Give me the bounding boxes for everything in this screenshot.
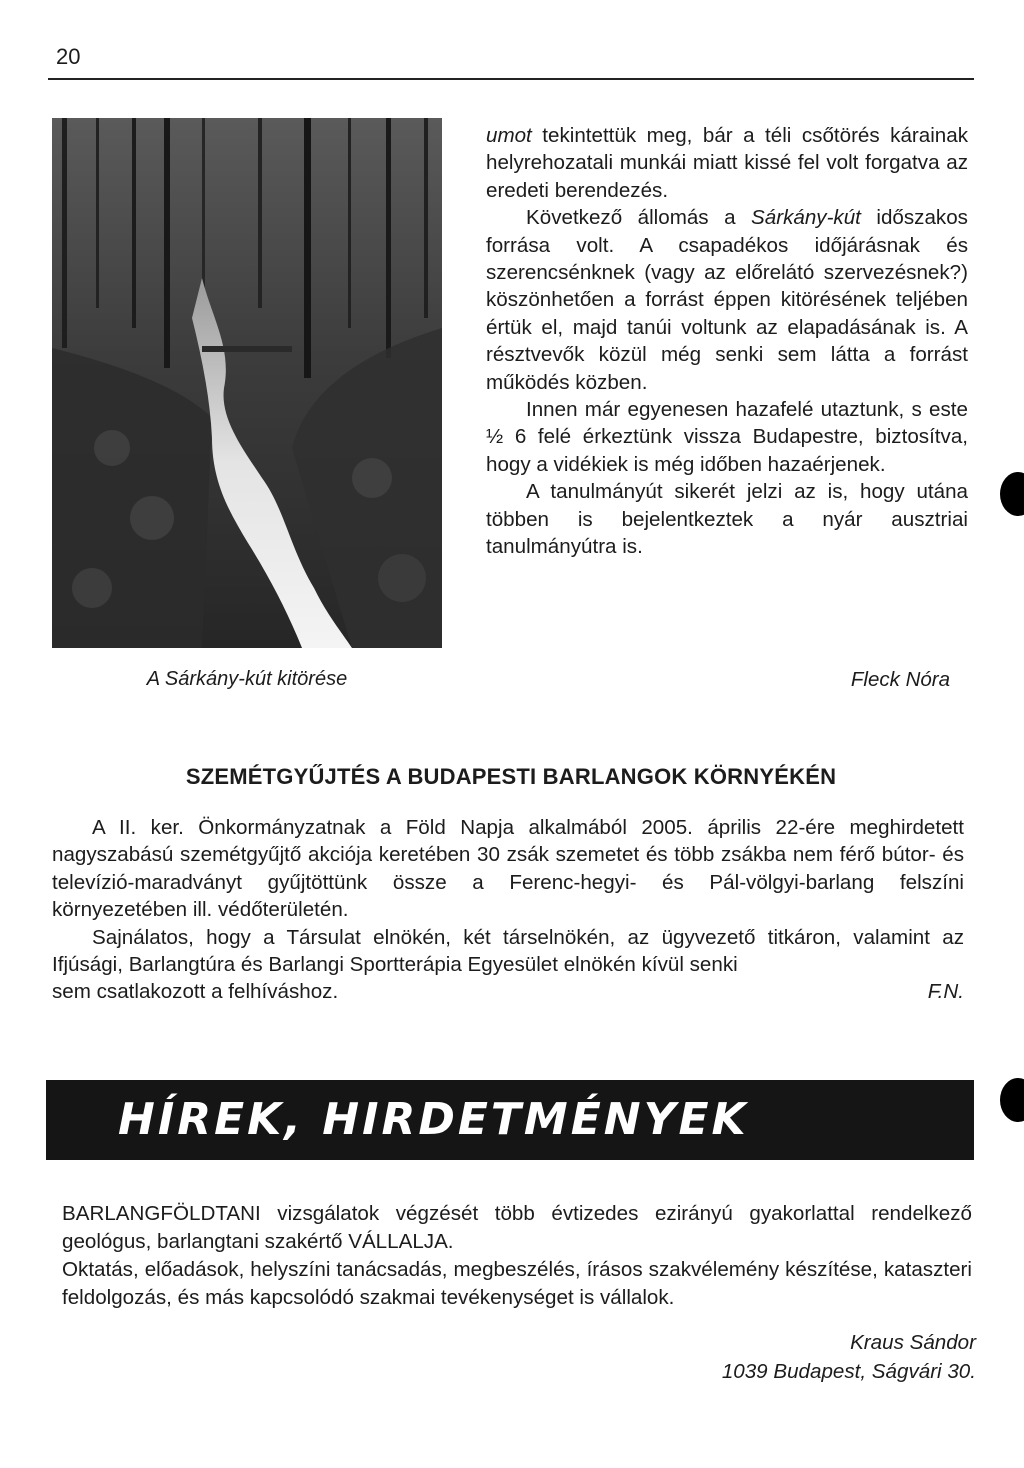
text-run: Következő állomás a bbox=[526, 206, 752, 230]
section-body bbox=[52, 814, 964, 1006]
header-rule bbox=[48, 78, 974, 80]
ad-name: Kraus Sándor bbox=[850, 1331, 976, 1354]
section-title: SZEMÉTGYŰJTÉS A BUDAPESTI BARLANGOK KÖRNYÉKÉN bbox=[185, 764, 837, 789]
section-paragraph: A II. ker. Önkormányzatnak a Föld Napja alkalmából 2005. április 22-ére meghirdetett nagyszabású szemétgyűjtő akciója keretében 30 zsák szemetet és több zsákba nem férő bútor- és televízió-maradványt gyűjtöttünk össze a Ferenc-hegyi- és Pál-völgyi-barlang felszíni környezetében ill. védőterületén. bbox=[52, 816, 964, 922]
ad-paragraph: Oktatás, előadások, helyszíni tanácsadás, megbeszélés, írásos szakvélemény készítése, kataszteri feldolgozás, és más kapcsolódó szakmai tevékenységet is vállalok. bbox=[62, 1258, 972, 1309]
news-banner-title: HÍREK, HIRDETMÉNYEK bbox=[118, 1094, 749, 1145]
section-paragraph-end: sem csatlakozott a felhíváshoz. bbox=[52, 980, 339, 1004]
article-paragraph bbox=[486, 396, 968, 478]
article-paragraph bbox=[486, 122, 968, 204]
ad-address: 1039 Budapest, Ságvári 30. bbox=[721, 1360, 976, 1383]
text-run: Innen már egyenesen hazafelé utaztunk, s este ½ 6 felé érkeztünk vissza Budapestre, biztosítva, hogy a vidékiek is még időben hazaérjenek. bbox=[486, 398, 968, 476]
italic-text-run: umot bbox=[486, 124, 532, 147]
page-number: 20 bbox=[56, 44, 81, 69]
text-run: időszakos forrása volt. A csapadékos időjárásnak és szerencsénknek (vagy az előrelátó szervezésnek?) köszönhetően a forrást éppen kitörésének teljében értük el, majd tanúi voltunk az elapadásának is. A résztvevők közül még senki sem látta a forrást működés közben. bbox=[486, 206, 968, 394]
advertisement bbox=[62, 1200, 972, 1312]
ad-signature bbox=[560, 1328, 976, 1386]
photo-sarkany-kut bbox=[52, 118, 442, 648]
article-author: Fleck Nóra bbox=[850, 668, 950, 691]
article-paragraph bbox=[486, 204, 968, 396]
section-signature-row bbox=[52, 978, 964, 1005]
article-continuation bbox=[486, 122, 968, 561]
section-paragraph: Sajnálatos, hogy a Társulat elnökén, két társelnökén, az ügyvezető titkáron, valamint az Ifjúsági, Barlangtúra és Barlangi Sportterápia Egyesület elnökén kívül senki bbox=[52, 925, 964, 977]
italic-text-run: Sárkány-kút bbox=[751, 206, 861, 230]
photo-caption: A Sárkány-kút kitörése bbox=[146, 668, 348, 690]
article-paragraph bbox=[486, 478, 968, 560]
punch-hole bbox=[1000, 472, 1024, 516]
text-run: tekintettük meg, bár a téli csőtörés kárainak helyrehozatali munkái miatt kissé fel volt forgatva az eredeti berendezés. bbox=[486, 124, 968, 202]
punch-hole bbox=[1000, 1078, 1024, 1122]
section-signature: F.N. bbox=[927, 980, 964, 1004]
ad-paragraph: BARLANGFÖLDTANI vizsgálatok végzését több évtizedes ezirányú gyakorlattal rendelkező geológus, barlangtani szakértő VÁLLALJA. bbox=[62, 1202, 972, 1253]
text-run: A tanulmányút sikerét jelzi az is, hogy utána többen is bejelentkeztek a nyár ausztriai tanulmányútra is. bbox=[486, 480, 968, 559]
news-banner bbox=[46, 1080, 974, 1160]
